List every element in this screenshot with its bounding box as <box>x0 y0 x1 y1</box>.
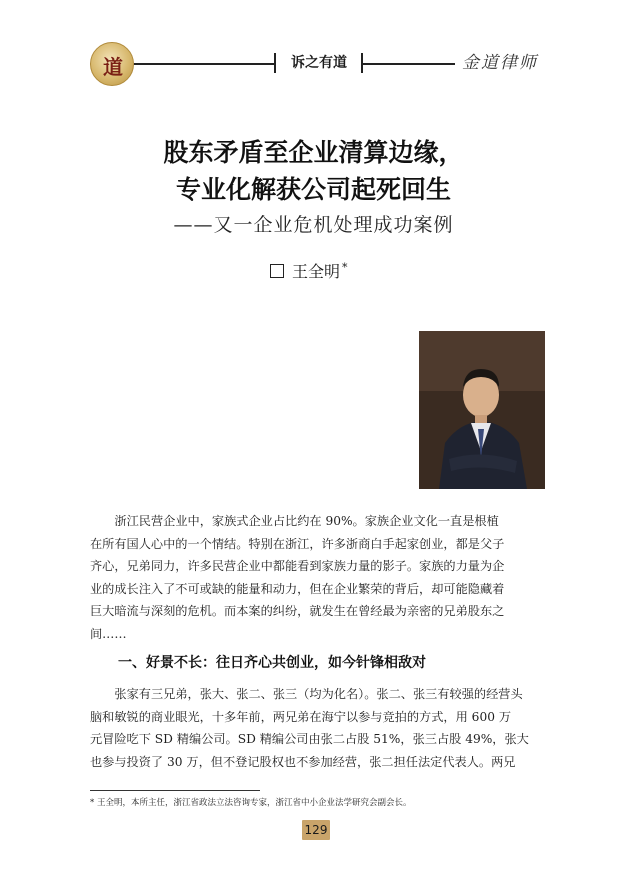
text-line: 业的成长注入了不可或缺的能量和动力，但在企业繁荣的背后，却可能隐藏着 <box>90 581 505 596</box>
text-line: 间…… <box>90 626 127 641</box>
author-footnote: * 王全明，本所主任，浙江省政法立法咨询专家，浙江省中小企业法学研究会副会长。 <box>90 798 412 808</box>
author-name: 王全明 <box>292 262 341 281</box>
author-footnote-mark: * <box>342 261 348 274</box>
firm-logo <box>90 42 134 86</box>
header-rule-right <box>363 63 455 65</box>
text-line: 脑和敏锐的商业眼光，十多年前，两兄弟在海宁以参与竞拍的方式，用 600 万 <box>90 709 512 724</box>
text-line: 也参与投资了 30 万，但不登记股权也不参加经营，张二担任法定代表人。两兄 <box>90 754 516 769</box>
article-title-line-2: 专业化解获公司起死回生 <box>175 175 451 204</box>
text-line: 元冒险吃下 SD 精编公司。SD 精编公司由张二占股 51%，张三占股 49%，张大 <box>90 732 529 746</box>
text-line: 巨大暗流与深刻的危机。而本案的纠纷，就发生在曾经最为亲密的兄弟股东之 <box>90 604 505 618</box>
text-line: 齐心，兄弟同力，许多民营企业中都能看到家族力量的影子。家族的力量为企 <box>90 559 505 573</box>
brand-signature: 金道律师 <box>462 53 538 73</box>
text-line: 在所有国人心中的一个情结。特别在浙江，许多浙商白手起家创业，都是父子 <box>90 536 505 551</box>
page-number: 129 <box>302 820 330 840</box>
header-divider-left <box>274 53 276 73</box>
section-heading: 一、好景不长：往日齐心共创业，如今针锋相敌对 <box>118 655 426 671</box>
header-rule-left <box>134 63 274 65</box>
intro-paragraph <box>90 510 542 645</box>
author-photo <box>419 331 545 489</box>
text-line: 浙江民营企业中，家族式企业占比约在 90%。家族企业文化一直是根植 <box>114 514 499 528</box>
text-line: 张家有三兄弟，张大、张二、张三（均为化名）。张二、张三有较强的经营头 <box>114 687 523 701</box>
portrait-illustration <box>419 331 545 489</box>
page-header <box>0 0 627 90</box>
article-subtitle: ——又一企业危机处理成功案例 <box>173 214 454 236</box>
footnote-rule <box>90 790 260 791</box>
section-label: 诉之有道 <box>291 55 347 71</box>
author-box-icon <box>270 264 284 278</box>
author-byline <box>270 257 348 279</box>
logo-char: 道 <box>103 55 123 79</box>
article-title-line-1: 股东矛盾至企业清算边缘， <box>163 138 464 167</box>
section-paragraph <box>90 683 542 773</box>
